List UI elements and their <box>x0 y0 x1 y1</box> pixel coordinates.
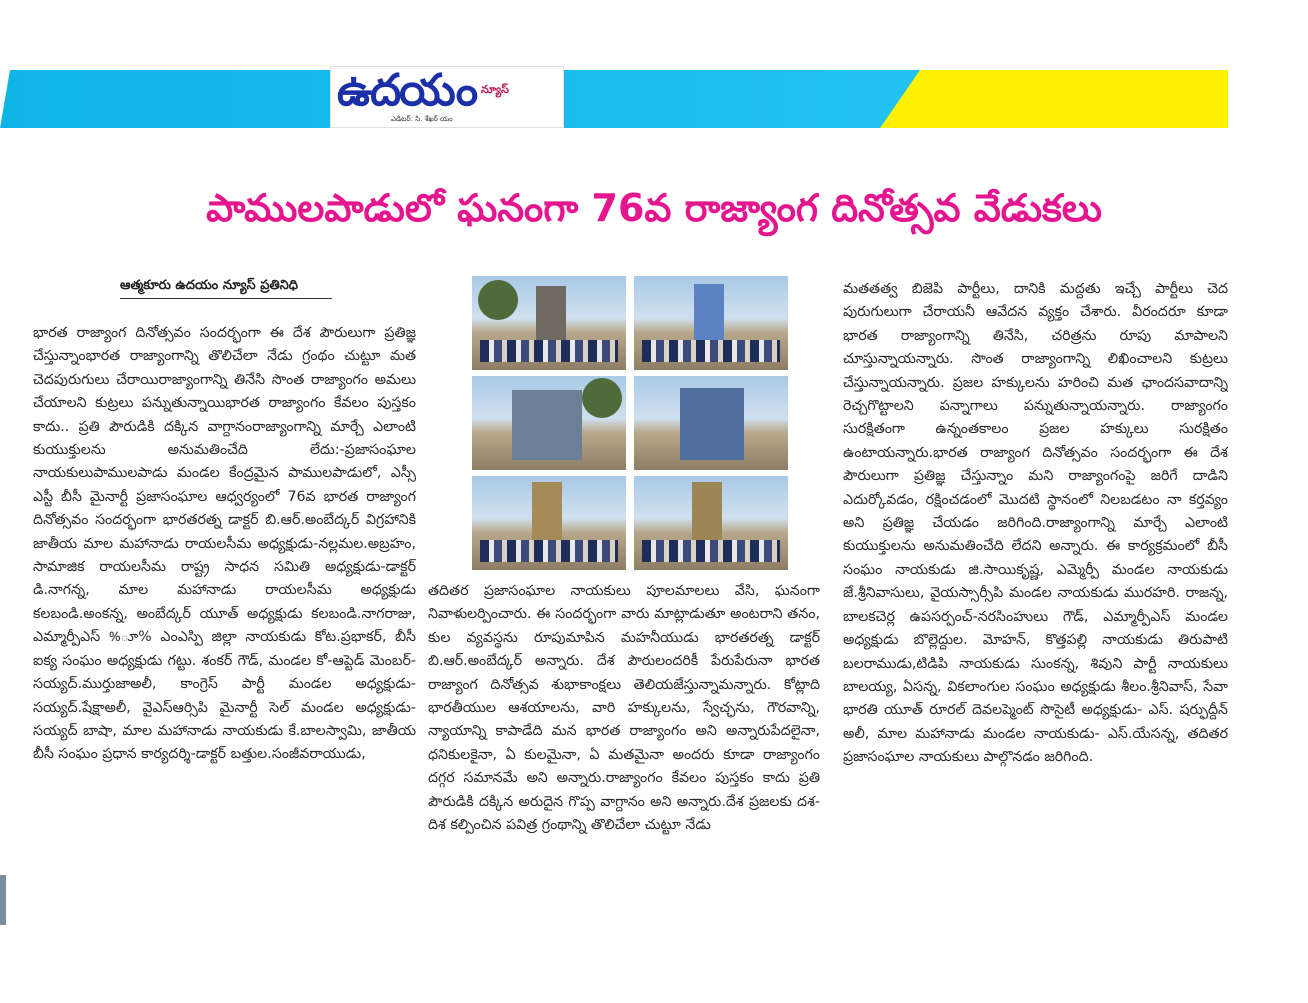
photo-people-shape <box>480 340 618 362</box>
photo-statue-platform-2 <box>634 376 788 470</box>
article-column-2 <box>428 580 820 950</box>
photo-statue-shape <box>532 482 562 540</box>
photo-tree-shape <box>478 280 518 320</box>
photo-grid <box>472 276 788 572</box>
logo-text: ఉదయం <box>337 65 477 116</box>
article-column-1 <box>33 322 416 977</box>
photo-platform-shape <box>680 388 744 460</box>
masthead-band <box>0 70 1228 128</box>
article-byline: ఆత్మకూరు ఉదయం న్యూస్ ప్రతినిధి <box>120 278 298 293</box>
scan-edge-mark <box>0 875 6 925</box>
photo-statue-group-3 <box>472 476 626 570</box>
masthead-band-yellow <box>880 70 1228 128</box>
photo-statue-platform-1 <box>472 376 626 470</box>
photo-people-shape <box>480 540 618 562</box>
column-2-text: తదితర ప్రజాసంఘాల నాయకులు పూలమాలలు వేసి, ఘనంగా నివాళులర్పించారు. ఈ సందర్భంగా వారు మాట్లాడుతూ అంటరాని తనం, కుల వ్యవస్థను రూపుమాపిన మహనీయుడు భారతరత్న డాక్టర్ బి.ఆర్.అంబేద్కర్ అన్నారు. దేశ పౌరులందరికీ పేరుపేరునా భారత రాజ్యాంగ దినోత్సవ శుభాకాంక్షలు తెలియజేస్తున్నామన్నారు. కోట్లాది భారతీయుల ఆశయాలను, వారి హక్కులను, స్వేచ్ఛను, గౌరవాన్ని, న్యాయాన్ని కాపాడేది మన భారత రాజ్యాంగం అని అన్నారుపేదలైనా, ధనికులకైనా, ఏ కులమైనా, ఏ మతమైనా అందరు కూడా రాజ్యాంగం దగ్గర సమానమే అని అన్నారు.రాజ్యాంగం కేవలం పుస్తకం కాదు ప్రతి పౌరుడికి దక్కిన అరుదైన గొప్ప వాగ్దానం అని అన్నారు.దేశ ప్రజలకు దశ-దిశ కల్పించిన పవిత్ర గ్రంథాన్ని తొలిచేలా చుట్టూ నేడు <box>428 583 820 834</box>
photo-people-shape <box>642 540 780 562</box>
column-1-text: భారత రాజ్యాంగ దినోత్సవం సందర్భంగా ఈ దేశ పౌరులుగా ప్రతిజ్ఞ చేస్తున్నాంభారత రాజ్యాంగాన్ని తొలిచేలా నేడు గ్రంథం చుట్టూ మత చెదపురుగులు చేరాయిరాజ్యాంగాన్ని తినేసి సొంత రాజ్యాంగం అమలు చేయాలని కుట్రలు పన్నుతున్నాయిభారత రాజ్యాంగం కేవలం పుస్తకం కాదు.. ప్రతి పౌరుడికి దక్కిన వాగ్దానంరాజ్యాంగాన్ని మార్చే ఎలాంటి కుయుక్తులను అనుమతించేది లేదు:-ప్రజాసంఘాల నాయకులుపాములపాడు మండల కేంద్రమైన పాములపాడులో, ఎస్సీ ఎస్టీ బీసీ మైనార్టీ ప్రజాసంఘాల ఆధ్వర్యంలో 76వ భారత రాజ్యాంగ దినోత్సవం సందర్భంగా భారతరత్న డాక్టర్ బి.ఆర్.అంబేద్కర్ విగ్రహానికి జాతీయ మాల మహానాడు రాయలసీమ అధ్యక్షుడు-నల్లమల.అబ్రహం, సామాజిక రాయలసీమ రాష్ట్ర సాధన సమితి అధ్యక్షుడు-డాక్టర్ డి.నాగన్న, మాల మహానాడు రాయలసీమ అధ్యక్షుడు కలబండి.అంకన్న, అంబేద్కర్ యూత్ అధ్యక్షుడు కలబండి.నాగరాజు, ఎమ్మార్పీఎస్ %ూ% ఎంఎస్పి జిల్లా నాయకుడు కోట.ప్రభాకర్, బీసీ ఐక్య సంఘం అధ్యక్షుడు గట్టు. శంకర్ గౌడ్, మండల కో-ఆప్టెడ్ మెంబర్-సయ్యద్.ముర్తుజాఅలీ, కాంగ్రెస్ పార్టీ మండల అధ్యక్షుడు-సయ్యద్.షేక్షాఅలీ, వైఎస్ఆర్సిపి మైనార్టీ సెల్ మండల అధ్యక్షుడు-సయ్యద్ బాషా, మాల మహానాడు నాయకుడు కే.బాలస్వామి, జాతీయ బీసీ సంఘం ప్రధాన కార్యదర్శి-డాక్టర్ బత్తుల.సంజీవరాయుడు, <box>33 325 416 763</box>
photo-statue-group-4 <box>634 476 788 570</box>
photo-platform-shape <box>512 390 582 460</box>
photo-statue-group-1 <box>472 276 626 370</box>
byline-underline <box>120 298 332 299</box>
masthead-logo <box>330 66 564 128</box>
logo-subtext: న్యూస్ <box>481 83 509 96</box>
photo-tree-shape <box>582 378 622 418</box>
photo-statue-group-2 <box>634 276 788 370</box>
column-3-text: మతతత్వ బిజెపి పార్టీలు, దానికి మద్దతు ఇచ్చే పార్టీలు చెద పురుగులుగా చేరాయనీ ఆవేదన వ్యక్తం చేశారు. వీరందరూ కూడా భారత రాజ్యాంగాన్ని తినేసి, చరిత్రను రూపు మాపాలని చూస్తున్నాయన్నారు. సొంత రాజ్యాంగాన్ని లిఖించాలని కుట్రలు చేస్తున్నాయన్నారు. ప్రజల హక్కులను హరించి మత ఛాందసవాదాన్ని రెచ్చగొట్టాలని పన్నాగాలు పన్నుతున్నాయన్నారు. రాజ్యాంగం సురక్షితంగా ఉన్నంతకాలం ప్రజల హక్కులు సురక్షితం ఉంటాయన్నారు.భారత రాజ్యాంగ దినోత్సవం సందర్భంగా ఈ దేశ పౌరులుగా ప్రతిజ్ఞ చేస్తున్నాం మని రాజ్యాంగంపై జరిగే దాడిని ఎదుర్కోవడం, రక్షించడంలో మొదటి స్థానంలో నిలబడటం నా కర్తవ్యం అని ప్రతిజ్ఞ చేయడం జరిగింది.రాజ్యాంగాన్ని మార్చే ఎలాంటి కుయుక్తులను అనుమతించేది లేదని అన్నారు. ఈ కార్యక్రమంలో బీసీ సంఘం నాయకుడు జి.సాయికృష్ణ, ఎమ్మెర్పీ మండల నాయకుడు జే.శ్రీనివాసులు, వైయస్సార్సీపి మండల నాయకుడు మురహరి. రాజన్న, బాలకచెర్ల ఉపసర్పంచ్-నరసింహులు గౌడ్, ఎమ్మార్పీఎస్ మండల అధ్యక్షుడు బొల్లెద్దుల. మోహన్, కొత్తపల్లి నాయకుడు తిరుపాటి బలరాముడు,టిడిపి నాయకుడు సుంకన్న, శివుని పార్టీ నాయకులు బాలయ్య, ఏసన్న, వికలాంగుల సంఘం అధ్యక్షుడు శీలం.శ్రీనివాస్, సేవా భారతి యూత్ రూరల్ దెవలప్మెంట్ సొసైటీ అధ్యక్షుడు- ఎస్. షర్ఫుద్దీన్ అలీ, మాల మహానాడు మండల నాయకుడు- ఎస్.యేసన్న, తదితర ప్రజాసంఘాల నాయకులు పాల్గొనడం జరిగింది. <box>843 281 1228 766</box>
photo-statue-shape <box>694 284 724 342</box>
photo-statue-shape <box>536 286 566 344</box>
article-headline: పాములపాడులో ఘనంగా 76వ రాజ్యాంగ దినోత్సవ వేడుకలు <box>206 186 1102 230</box>
article-column-3 <box>843 278 1228 948</box>
photo-statue-shape <box>692 482 722 540</box>
photo-people-shape <box>642 340 780 362</box>
editor-line: ఎడిటర్: సి. శేఖర్ యం <box>391 115 453 123</box>
